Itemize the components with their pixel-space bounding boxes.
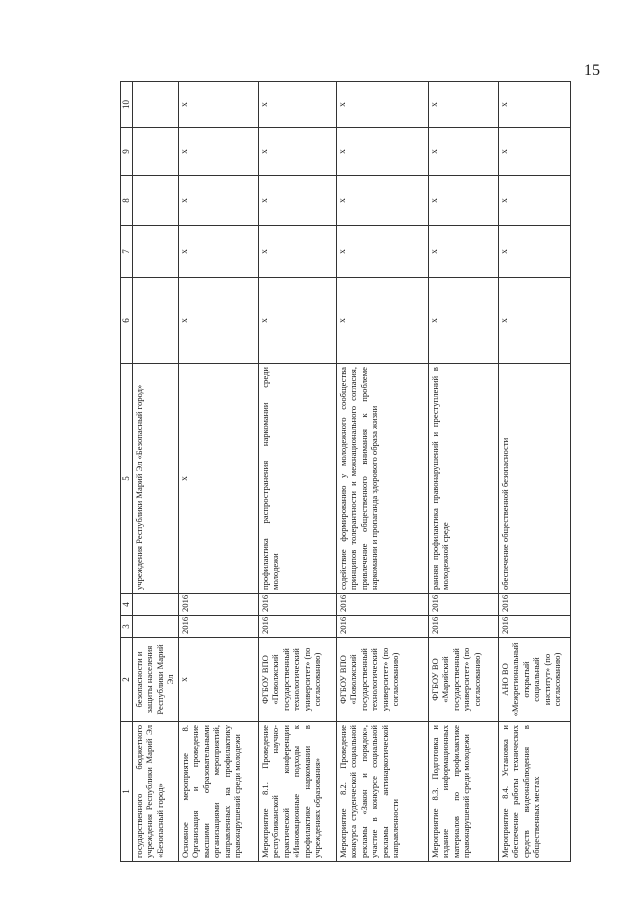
header-cell-4: 4	[121, 594, 133, 616]
cell-col-6: x	[179, 278, 259, 364]
header-cell-10: 10	[121, 82, 133, 128]
cell-col-9: x	[499, 128, 571, 176]
cell-result: учреждения Республики Марий Эл «Безопасный город»	[133, 364, 179, 594]
cell-col-8: x	[259, 176, 337, 226]
cell-result: обеспечение общественной безопасности	[499, 364, 571, 594]
cell-col-6: x	[429, 278, 499, 364]
cell-executor-org: ФГБОУ ВПО «Поволжский государственный технологический университет» (по согласованию)	[259, 638, 337, 722]
table-row	[179, 82, 259, 862]
cell-col-10: x	[179, 82, 259, 128]
cell-col-10: x	[429, 82, 499, 128]
header-row	[121, 82, 133, 862]
cell-start-year: 2016	[179, 616, 259, 638]
cell-col-8: x	[179, 176, 259, 226]
cell-col-8: x	[337, 176, 429, 226]
cell-executor-org: АНО ВО «Межрегиональный открытый социальный институт» (по согласованию)	[499, 638, 571, 722]
cell-col-6: x	[337, 278, 429, 364]
table-row	[133, 82, 179, 862]
cell-result: x	[179, 364, 259, 594]
cell-measure-name: Основное мероприятие 8. Организация и проведение высшими образовательными организациями мероприятий, направленных на профилактику правонарушений среди молодежи	[179, 722, 259, 862]
cell-col-8: x	[429, 176, 499, 226]
cell-col-7: x	[337, 226, 429, 278]
table-row	[499, 82, 571, 862]
cell-col-9: x	[429, 128, 499, 176]
cell-start-year	[133, 616, 179, 638]
table-row	[337, 82, 429, 862]
cell-start-year: 2016	[337, 616, 429, 638]
cell-col-7: x	[499, 226, 571, 278]
cell-col-10: x	[499, 82, 571, 128]
cell-executor-org: ФГБОУ ВО «Марийский государственный университет» (по согласованию)	[429, 638, 499, 722]
cell-col-9: x	[337, 128, 429, 176]
rotated-table-container	[120, 82, 570, 862]
cell-col-9	[133, 128, 179, 176]
header-cell-5: 5	[121, 364, 133, 594]
table-row	[429, 82, 499, 862]
program-table	[120, 81, 571, 862]
cell-end-year: 2016	[259, 594, 337, 616]
cell-end-year: 2016	[499, 594, 571, 616]
header-cell-7: 7	[121, 226, 133, 278]
cell-start-year: 2016	[259, 616, 337, 638]
header-cell-9: 9	[121, 128, 133, 176]
table-row	[259, 82, 337, 862]
cell-col-8: x	[499, 176, 571, 226]
cell-executor-continued: государственного бюджетного учреждения Республики Марий Эл «Безопасный город»	[133, 722, 179, 862]
cell-col-10: x	[259, 82, 337, 128]
cell-col-7: x	[179, 226, 259, 278]
cell-measure-name: Мероприятие 8.1. Проведение республиканской научно-практической конференции «Инновационные подходы к профилактике наркомании в учреждениях образования»	[259, 722, 337, 862]
cell-col-10: x	[337, 82, 429, 128]
cell-col-7	[133, 226, 179, 278]
page-number: 15	[584, 62, 600, 79]
cell-col-6	[133, 278, 179, 364]
cell-executor-org: x	[179, 638, 259, 722]
cell-result: содействие формированию у молодежного сообщества принципов толерантности и межнационального согласия, привлечение общественного внимания к проблеме наркомании и пропаганда здорового образа жизни	[337, 364, 429, 594]
cell-col-9: x	[259, 128, 337, 176]
cell-end-year: 2016	[337, 594, 429, 616]
cell-executor-org: безопасности и защиты населения Республики Марий Эл	[133, 638, 179, 722]
header-cell-8: 8	[121, 176, 133, 226]
cell-col-8	[133, 176, 179, 226]
cell-col-7: x	[259, 226, 337, 278]
cell-executor-org: ФГБОУ ВПО «Поволжский государственный технологический университет» (по согласованию)	[337, 638, 429, 722]
cell-col-6: x	[259, 278, 337, 364]
header-cell-6: 6	[121, 278, 133, 364]
cell-col-10	[133, 82, 179, 128]
cell-end-year: 2016	[429, 594, 499, 616]
header-cell-2: 2	[121, 638, 133, 722]
cell-col-9: x	[179, 128, 259, 176]
header-cell-3: 3	[121, 616, 133, 638]
cell-end-year	[133, 594, 179, 616]
cell-measure-name: Мероприятие 8.3. Подготовка и издание информационных материалов по профилактике правонарушений среди молодежи	[429, 722, 499, 862]
cell-start-year: 2016	[499, 616, 571, 638]
header-cell-1: 1	[121, 722, 133, 862]
cell-end-year: 2016	[179, 594, 259, 616]
cell-col-7: x	[429, 226, 499, 278]
cell-result: профилактика распространения наркомании среди молодежи	[259, 364, 337, 594]
cell-result: ранняя профилактика правонарушений и преступлений в молодежной среде	[429, 364, 499, 594]
cell-measure-name: Мероприятие 8.2. Проведение конкурса студенческой социальной рекламы «Закон и порядок», участие в конкурсе социальной рекламы антинаркотической направленности	[337, 722, 429, 862]
cell-measure-name: Мероприятие 8.4. Установка и обеспечение работы технических средств видеонаблюдения в общественных местах	[499, 722, 571, 862]
cell-start-year: 2016	[429, 616, 499, 638]
cell-col-6: x	[499, 278, 571, 364]
